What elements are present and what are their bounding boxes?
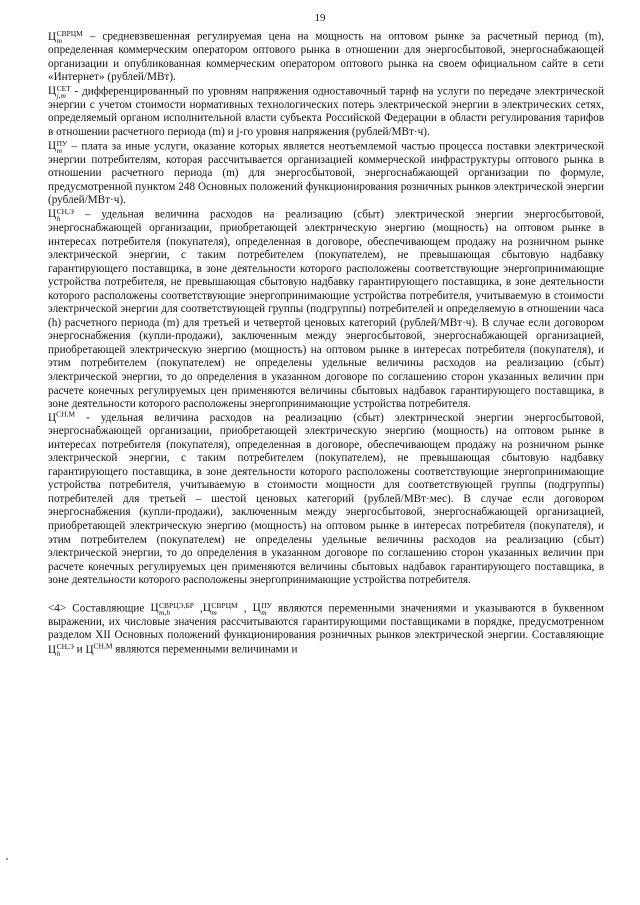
definition-text: – удельная величина расходов на реализацию (сбыт) электрической энергии энергосбытовой, энергоснабжающей организации, приобретающей электрическую энергию (мощность) на оптовом рынке в интересах потребителя (покупателя), определенная в договоре, обеспечивающем продажу на розничном рынке электрической энергии, с таким потребителем (покупателем), не превышающая сбытовую надбавку гарантирующего поставщика, в зоне деятельности которого расположены соответствующие энергопринимающие устройства потребителя, не превышающая сбытовую надбавку гарантирующего поставщика, в зоне деятельности которого расположены соответствующие энергопринимающие устройства потребителя, учитываемую в стоимости электрической энергии для соответствующей группы (подгруппы) потребителей и определяемую в отношении часа (h) расчетного периода (m) для третьей и четвертой ценовых категорий (рублей/МВт·ч). В случае если договором энергоснабжения (купли-продажи), заключенным между энергосбытовой, энергоснабжающей организацией, приобретающей электрическую энергию (мощность) на оптовом рынке в интересах потребителя (покупателя), и этим потребителем (покупателем) не определены удельные величины расходов на реализацию (сбыт) электрической энергии, то до определения в указанном договоре по соглашению сторон указанных величин при расчете конечных регулируемых цен применяются величины сбытовых надбавок гарантирующего поставщика, в зоне деятельности которого расположены энергопринимающие устройства потребителя. <box>48 208 604 411</box>
definition-paragraph <box>48 140 604 208</box>
definition-text: – средневзвешенная регулируемая цена на мощность на оптовом рынке за расчетный период (m), определенная коммерческим оператором оптового рынка в отношении для энергосбытовой, энергоснабжающей организации и опубликованная коммерческим оператором оптового рынка на своем официальном сайте в сети «Интернет» (рублей/МВт). <box>48 30 604 84</box>
definition-paragraph <box>48 85 604 140</box>
page-number: 19 <box>314 12 326 24</box>
formula-symbol: Ц СН,Э h <box>48 206 74 223</box>
document-body <box>48 30 604 657</box>
definition-text: - удельная величина расходов на реализацию (сбыт) электрической энергии энергосбытовой, энергоснабжающей организации, приобретающей электрическую энергию (мощность) на оптовом рынке в интересах потребителя (покупателя), определенная в договоре, обеспечивающем продажу на розничном рынке электрической энергии, с таким потребителем (покупателем), не превышающая сбытовую надбавку гарантирующего поставщика, в зоне деятельности которого расположены соответствующие энергопринимающие устройства потребителя, учитываемую в стоимости мощности для соответствующей группы (подгруппы) потребителей для третьей – шестой ценовых категорий (рублей/МВт·мес). В случае если договором энергоснабжения (купли-продажи), заключенным между энергосбытовой, энергоснабжающей организацией, приобретающей электрическую энергию (мощность) на оптовом рынке в интересах потребителя (покупателя), и этим потребителем (покупателем) не определены удельные величины расходов на реализацию (сбыт) электрической энергии, то до определения в указанном договоре по соглашению сторон указанных величин при расчете конечных регулируемых цен применяются величины сбытовых надбавок гарантирующего поставщика, в зоне деятельности которого расположены энергопринимающие устройства потребителя. <box>48 411 604 587</box>
formula-symbol: Ц СВРЦМ m <box>48 29 83 45</box>
formula-symbol: $Ц^{СН,М}$ <box>85 640 113 656</box>
footnote-marker: <4> <box>48 602 67 615</box>
definition-text: – плата за иные услуги, оказание которых является неотъемлемой частью процесса поставки электрической энергии потребителям, которая рассчитывается организацией коммерческой инфраструктуры оптового рынка в отношении расчетного периода (m) для энергосбытовой, энергоснабжающей организации по формуле, предусмотренной пунктом 248 Основных положений функционирования розничных рынков электрической энергии (рублей/МВт·ч). <box>48 140 604 207</box>
formula-symbol: $Ц^{СН,М}$ <box>48 408 76 424</box>
scan-artifact-dot <box>6 858 8 860</box>
footnote-paragraph: <4> Составляющие Ц СВРЦЭ,БР m,h ,Ц СВРЦМ m , Ц ПУ m являются переменными значениями и указываются в буквенном выражении, их числовые значения рассчитываются гарантирующими поставщиками в порядке, предусмотренном разделом XII Основных положений функционирования розничных рынков электрической энергии. Составляющие Ц СН,Э h и $Ц^{СН,М}$ являются переменными величинами и <box>48 600 605 658</box>
definition-paragraph <box>48 208 604 412</box>
definition-text: - дифференцированный по уровням напряжения одноставочный тариф на услуги по передаче электрической энергии с учетом стоимости нормативных технологических потерь электрической энергии в электрических сетях, определяемый органом исполнительной власти субъекта Российской Федерации в области регулирования тарифов в отношении расчетного периода (m) и j-го уровня напряжения (рублей/МВт·ч). <box>48 85 604 138</box>
definition-paragraph <box>48 408 604 588</box>
formula-symbol: Ц ПУ m <box>48 138 68 155</box>
formula-symbol: Ц СЕТ j,m <box>48 83 71 100</box>
formula-symbol: Ц СН,Э h <box>48 641 74 658</box>
formula-symbol: Ц СВРЦМ m <box>202 600 238 617</box>
definition-paragraph <box>48 30 604 85</box>
formula-symbol: Ц ПУ m <box>252 600 272 617</box>
formula-symbol: Ц СВРЦЭ,БР m,h <box>150 600 194 617</box>
